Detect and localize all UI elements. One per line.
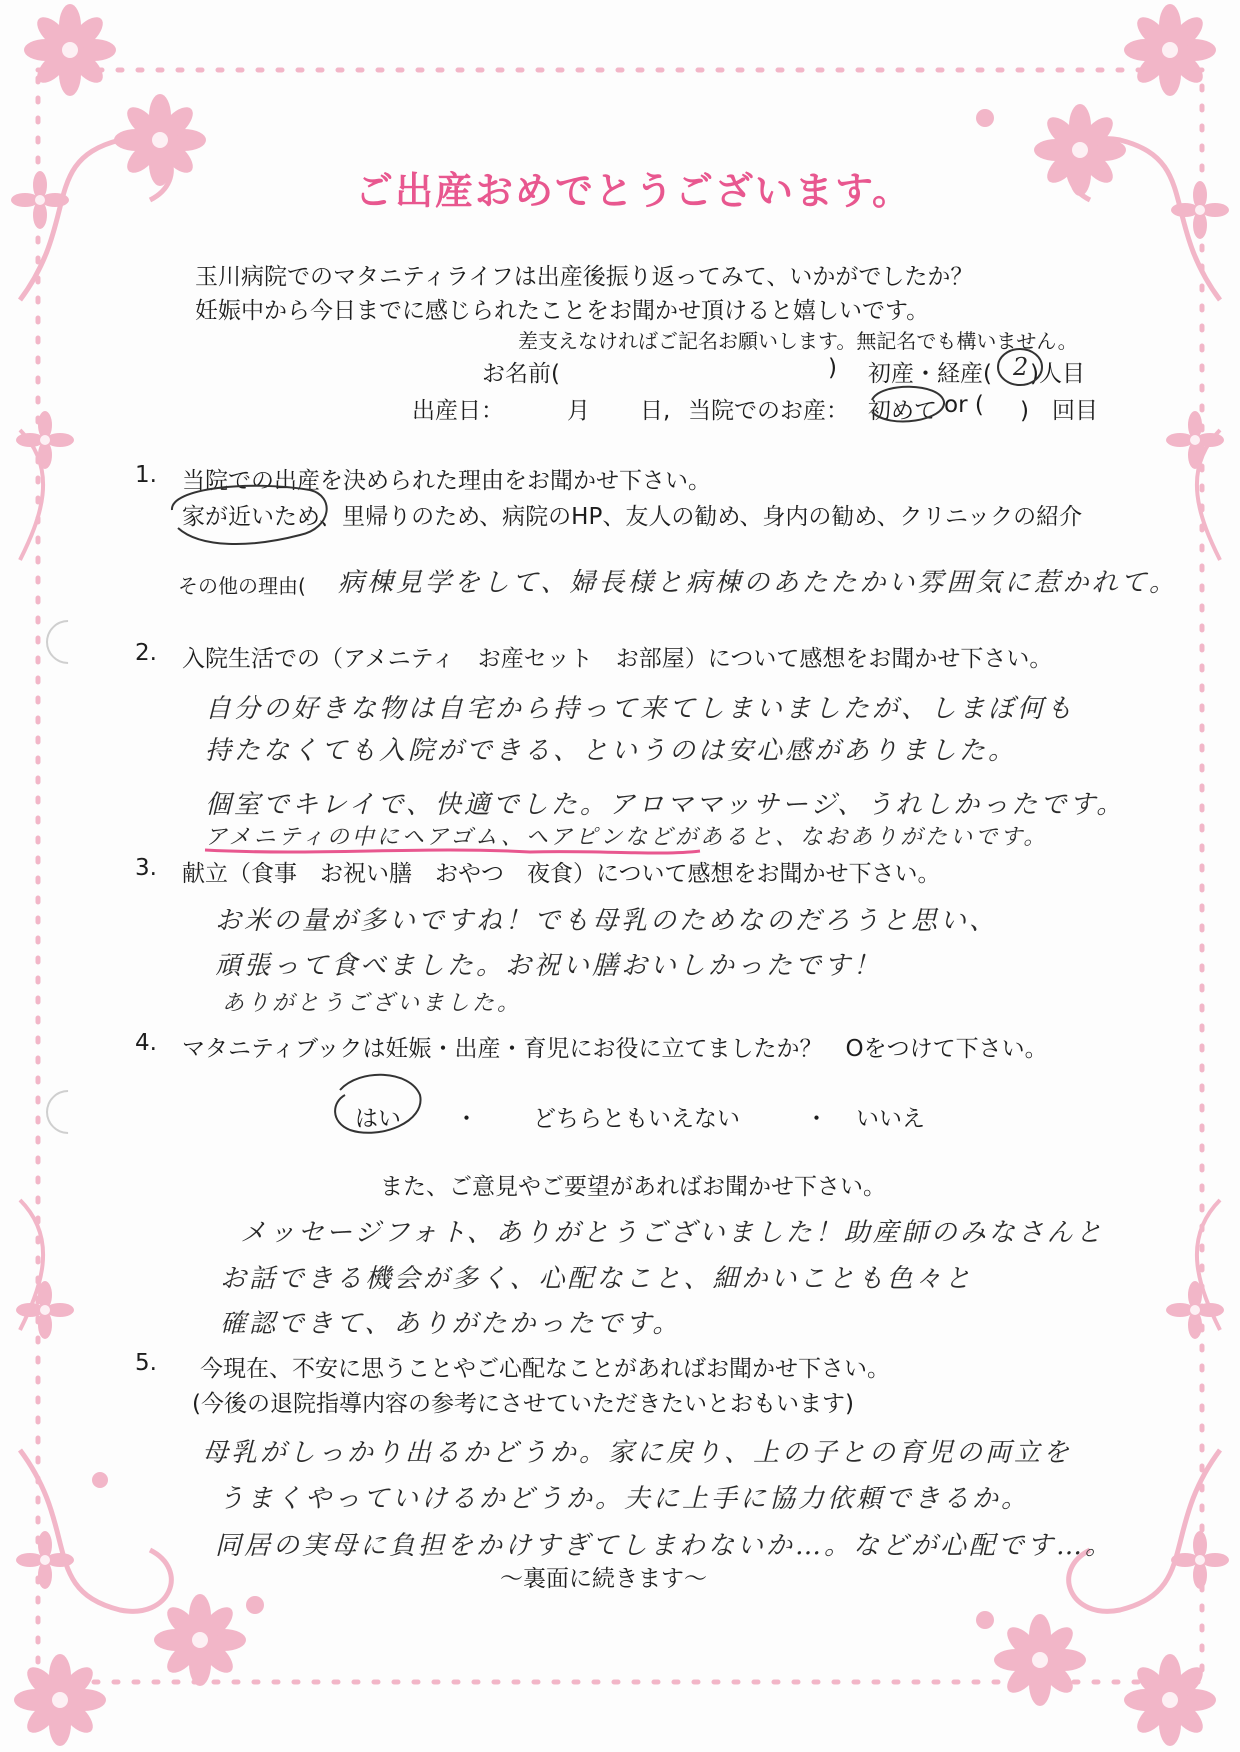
q3-question: 献立（食事 お祝い膳 おやつ 夜食）について感想をお聞かせ下さい。	[182, 861, 941, 887]
intro-line-2: 妊娠中から今日までに感じられたことをお聞かせ頂けると嬉しいです。	[195, 298, 930, 324]
parity-suffix: )人目	[1030, 361, 1085, 387]
q3-answer-line-2[interactable]: 頑張って食べました。お祝い膳おいしかったです！	[215, 951, 883, 981]
q5-question: 今現在、不安に思うことやご心配なことがあればお聞かせ下さい。	[200, 1356, 890, 1382]
q5-answer-line-3[interactable]: 同居の実母に負担をかけすぎてしまわないか…。などが心配です…。	[215, 1531, 1115, 1561]
q2-answer-line-1[interactable]: 自分の好きな物は自宅から持って来てしまいましたが、しまぼ何も	[205, 694, 1076, 724]
q4-request-prompt: また、ご意見やご要望があればお聞かせ下さい。	[380, 1174, 886, 1200]
q1-options: 家が近いため、里帰りのため、病院のHP、友人の勧め、身内の勧め、クリニックの紹介	[182, 504, 1083, 530]
q1-other-label: その他の理由(	[178, 574, 306, 598]
parity-value[interactable]: 2	[1013, 353, 1032, 381]
q4-option-yes[interactable]: はい	[355, 1106, 401, 1132]
q5-answer-line-2[interactable]: うまくやっていけるかどうか。夫に上手に協力依頼できるか。	[218, 1484, 1031, 1514]
q2-answer-line-4[interactable]: アメニティの中にヘアゴム、ヘアピンなどがあると、なおありがたいです。	[205, 825, 1049, 850]
q4-answer-line-1[interactable]: メッセージフォト、ありがとうございました！助産師のみなさんと	[240, 1218, 1105, 1248]
q1-other-answer[interactable]: 病棟見学をして、婦長様と病棟のあたたかい雰囲気に惹かれて。	[338, 568, 1178, 598]
intro-line-1: 玉川病院でのマタニティライフは出産後振り返ってみて、いかがでしたか？	[195, 264, 974, 290]
q2-question: 入院生活での（アメニティ お産セット お部屋）について感想をお聞かせ下さい。	[182, 646, 1053, 672]
q4-separator: ・	[455, 1106, 478, 1132]
continued-on-back: 〜裏面に続きます〜	[500, 1566, 707, 1592]
q3-answer-line-3[interactable]: ありがとうございました。	[222, 991, 523, 1016]
q4-number: 4.	[135, 1030, 157, 1056]
hospital-birth-label: 当院でのお産：	[688, 398, 849, 424]
q5-number: 5.	[135, 1350, 157, 1376]
name-close-paren: )	[828, 355, 837, 381]
intro-line-3: 差支えなければご記名お願いします。無記名でも構いません。	[518, 329, 1078, 353]
times-label: ) 回目	[1020, 398, 1098, 424]
q4-question: マタニティブックは妊娠・出産・育児にお役に立てましたか？ Oをつけて下さい。	[182, 1036, 1048, 1062]
q1-question: 当院での出産を決められた理由をお聞かせ下さい。	[182, 468, 711, 494]
q2-answer-line-3[interactable]: 個室でキレイで、快適でした。アロママッサージ、うれしかったです。	[205, 790, 1126, 820]
first-time-option[interactable]: 初めて	[868, 398, 937, 424]
q4-separator: ・	[805, 1106, 828, 1132]
q3-number: 3.	[135, 855, 157, 881]
birth-month: 月	[567, 398, 590, 424]
q4-option-neutral[interactable]: どちらともいえない	[533, 1106, 740, 1132]
name-label: お名前(	[482, 361, 560, 387]
or-times-label: or (	[944, 392, 984, 418]
q2-answer-line-2[interactable]: 持たなくても入院ができる、というのは安心感がありました。	[205, 736, 1018, 766]
page-title: ご出産おめでとうございます。	[355, 169, 912, 213]
birth-day: 日,	[640, 398, 671, 424]
q2-number: 2.	[135, 640, 157, 666]
q4-answer-line-3[interactable]: 確認できて、ありがたかったです。	[220, 1309, 682, 1339]
q4-answer-line-2[interactable]: お話できる機会が多く、心配なこと、細かいことも色々と	[220, 1264, 974, 1294]
q1-number: 1.	[135, 462, 157, 488]
parity-label: 初産・経産(	[868, 361, 992, 387]
birth-date-label: 出産日：	[412, 398, 504, 424]
q3-answer-line-1[interactable]: お米の量が多いですね！でも母乳のためなのだろうと思い、	[215, 906, 999, 936]
q5-subtext: (今後の退院指導内容の参考にさせていただきたいとおもいます)	[192, 1391, 854, 1417]
q4-option-no[interactable]: いいえ	[856, 1106, 925, 1132]
q5-answer-line-1[interactable]: 母乳がしっかり出るかどうか。家に戻り、上の子との育児の両立を	[202, 1438, 1073, 1468]
